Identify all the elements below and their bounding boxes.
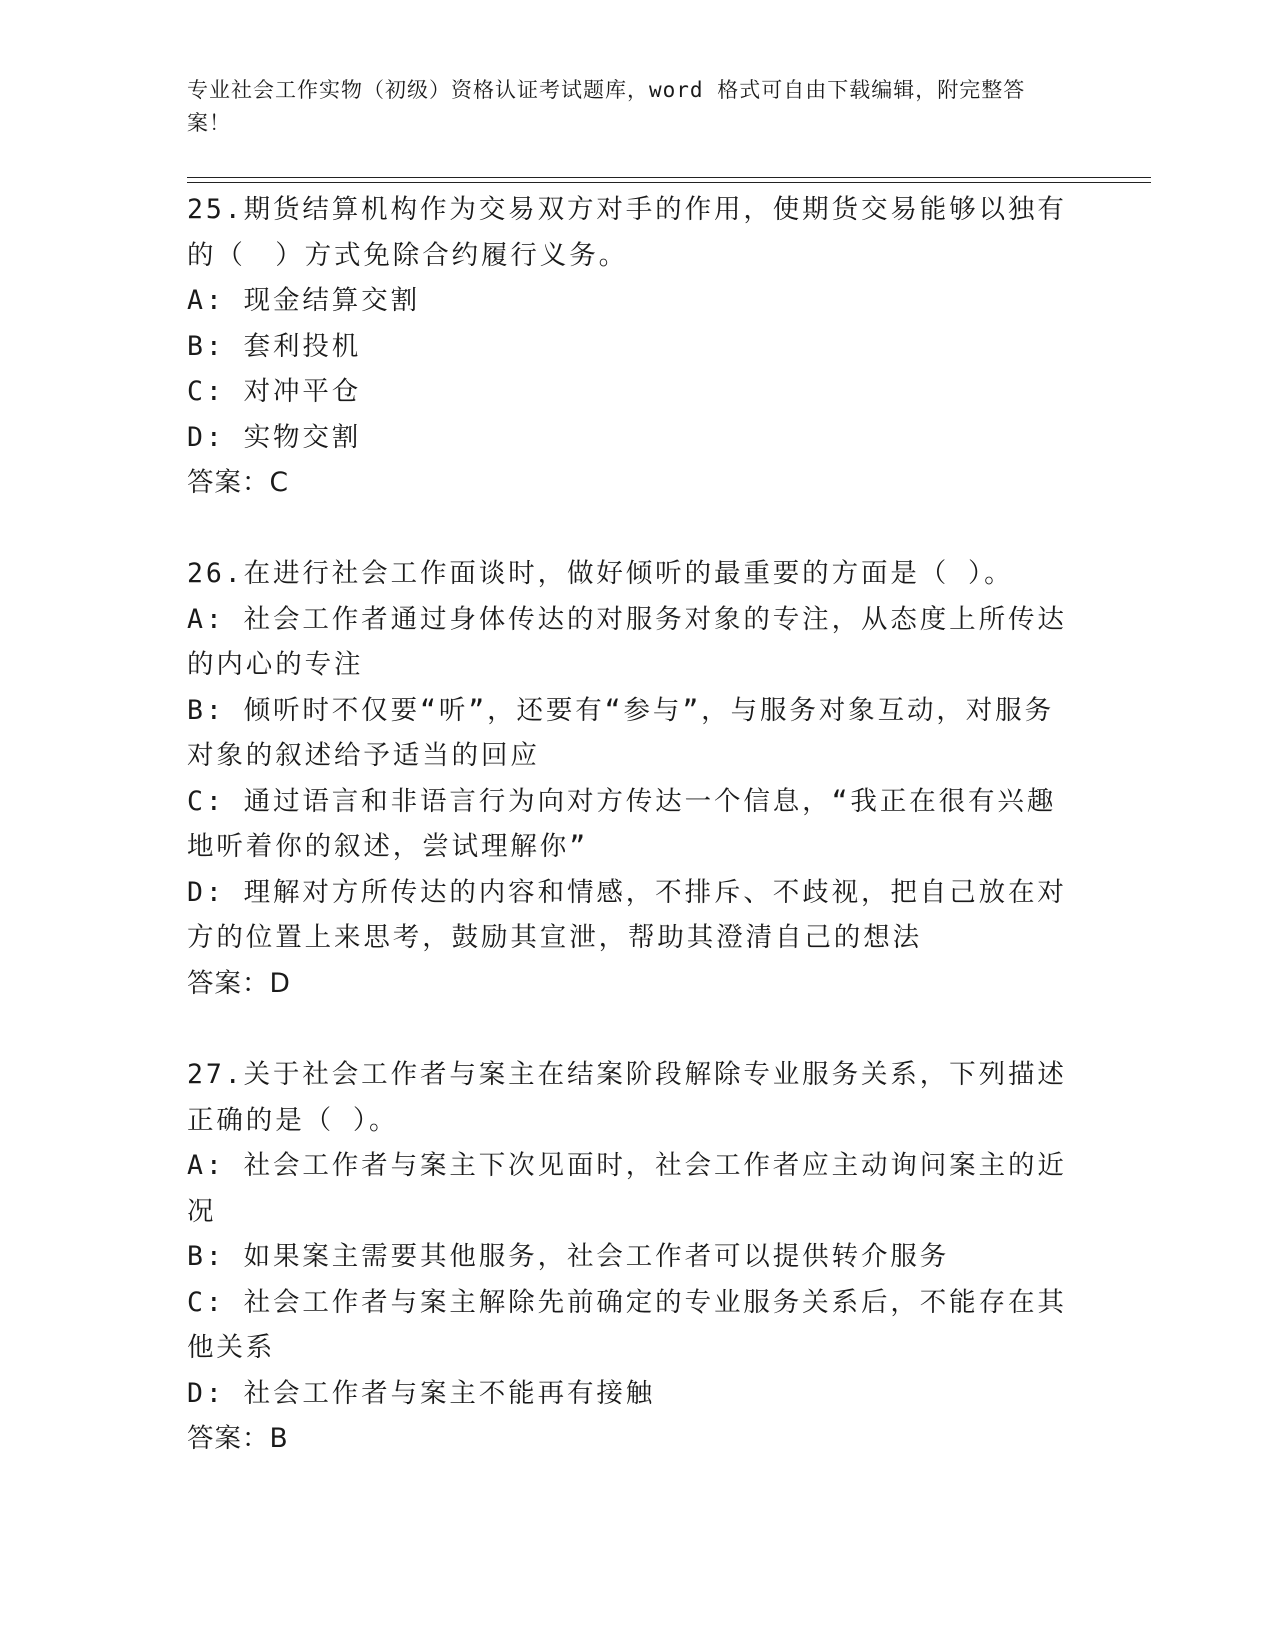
option-d: D: 理解对方所传达的内容和情感，不排斥、不歧视，把自己放在对方的位置上来思考，鼓励其宣泄，帮助其澄清自己的想法 [187,876,1067,953]
option-b: B: 倾听时不仅要“听”，还要有“参与”，与服务对象互动，对服务对象的叙述给予适当的回应 [187,694,1054,771]
option-b: B: 如果案主需要其他服务，社会工作者可以提供转介服务 [187,1241,950,1272]
option-c: C: 对冲平仓 [187,376,362,407]
question-26 [187,551,1077,1006]
question-25 [187,187,1077,506]
option-c: C: 通过语言和非语言行为向对方传达一个信息，“我正在很有兴趣地听着你的叙述，尝试理解你” [187,785,1057,862]
question-stem: 25.期货结算机构作为交易双方对手的作用，使期货交易能够以独有的（ ）方式免除合约履行义务。 [187,194,1067,271]
option-b: B: 套利投机 [187,330,362,362]
answer: 答案：D [187,967,291,999]
option-d: D: 社会工作者与案主不能再有接触 [187,1377,656,1409]
question-stem: 27.关于社会工作者与案主在结案阶段解除专业服务关系，下列描述正确的是（ ）。 [187,1059,1067,1136]
question-stem: 26.在进行社会工作面谈时，做好倾听的最重要的方面是（ ）。 [187,558,1014,589]
option-a: A: 社会工作者与案主下次见面时，社会工作者应主动询问案主的近况 [187,1150,1067,1227]
option-a: A: 社会工作者通过身体传达的对服务对象的专注，从态度上所传达的内心的专注 [187,603,1067,680]
option-d: D: 实物交割 [187,421,362,453]
question-27 [187,1052,1077,1462]
header-divider-top [187,177,1151,178]
option-a: A: 现金结算交割 [187,285,420,316]
answer: 答案：C [187,467,290,498]
answer: 答案：B [187,1423,289,1454]
page-header: 专业社会工作实物（初级）资格认证考试题库，word 格式可自由下载编辑，附完整答案！ [187,78,1026,135]
header-divider-bottom [187,182,1151,183]
option-c: C: 社会工作者与案主解除先前确定的专业服务关系后，不能存在其他关系 [187,1286,1067,1363]
